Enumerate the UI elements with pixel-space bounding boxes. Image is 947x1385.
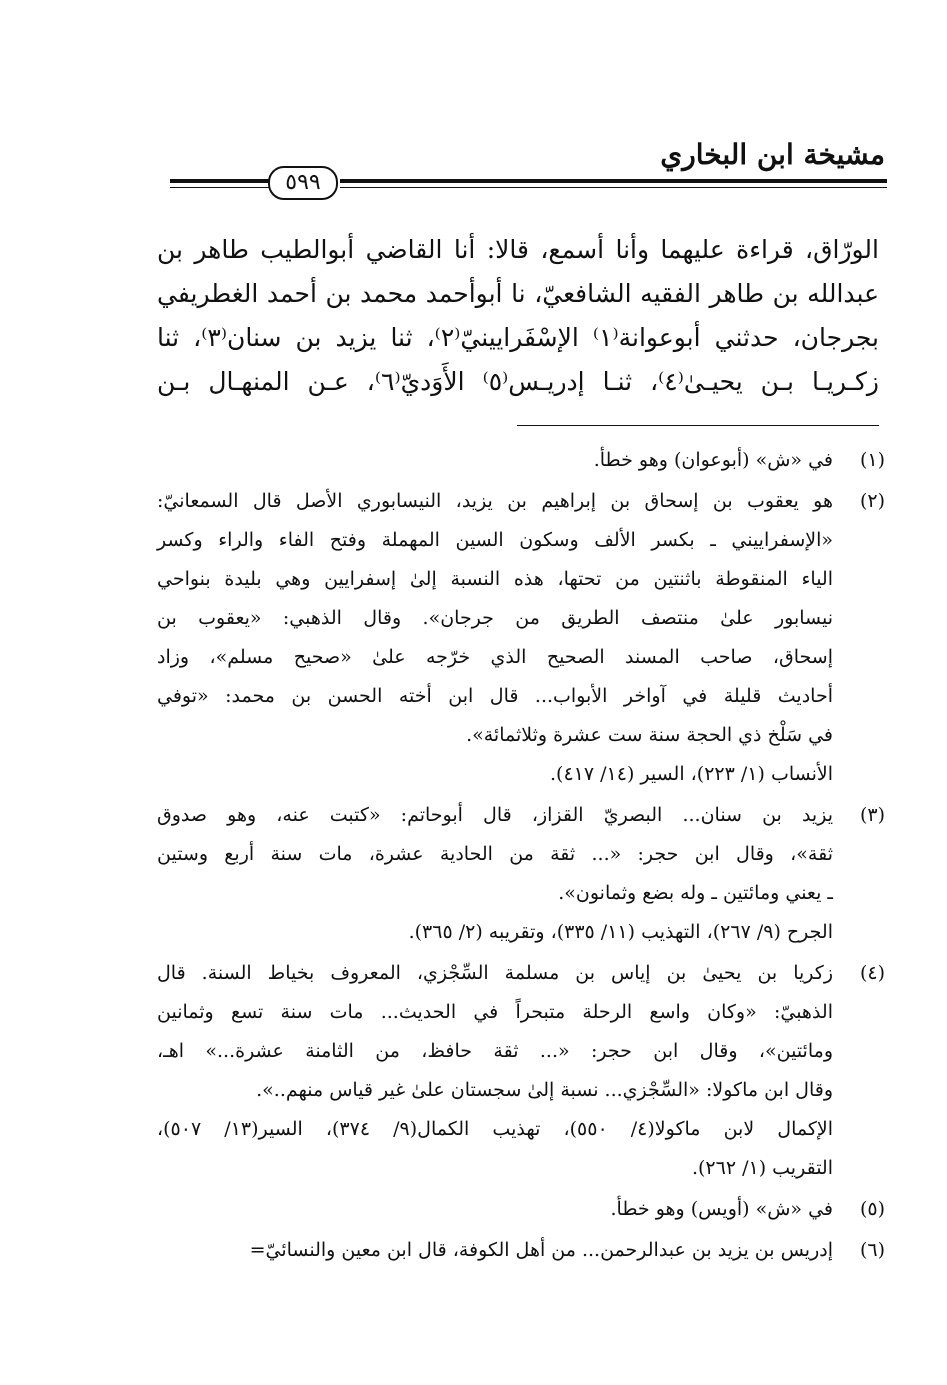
footnote-line: نيسابور علىٰ منتصف الطريق من جرجان». وقال الذهبي: «يعقوب بن — [157, 607, 833, 629]
header-rule-thin — [340, 187, 887, 188]
footnote-number: (١) — [859, 449, 885, 471]
footnote-line: الذهبيّ: «وكان واسع الرحلة متبحراً في الحديث... مات سنة تسع وثمانين — [157, 1001, 833, 1023]
header-rule-left-thin — [170, 187, 270, 188]
footnote-number: (٦) — [859, 1239, 885, 1261]
main-text — [157, 228, 879, 404]
footnote-number: (٣) — [859, 804, 885, 826]
footnote-2 — [157, 482, 885, 794]
footnote-number: (٥) — [859, 1198, 885, 1220]
header-rule-left — [170, 179, 270, 183]
main-text-line: الورّاق، قراءة عليهما وأنا أسمع، قالا: أنا القاضي أبوالطيب طاهر بن — [157, 235, 879, 264]
page-number: ٥٩٩ — [268, 166, 338, 200]
footnote-separator — [517, 425, 879, 426]
footnote-1 — [157, 441, 885, 480]
footnote-number: (٤) — [859, 962, 885, 984]
footnote-line: «الإسفراييني ـ بكسر الألف وسكون السين المهملة وفتح الفاء والراء وكسر — [157, 529, 833, 551]
footnote-line: الإكمال لابن ماكولا(٤/ ٥٥٠)، تهذيب الكمال(٩/ ٣٧٤)، السير(١٣/ ٥٠٧)، — [157, 1118, 833, 1140]
footnote-number: (٢) — [859, 490, 885, 512]
footnote-line: في سَلْخ ذي الحجة سنة ست عشرة وثلاثمائة». — [466, 724, 833, 746]
footnote-line: أحاديث قليلة في آواخر الأبواب... قال ابن أخته الحسن بن محمد: «توفي — [157, 685, 833, 707]
footnote-line: ثقة»، وقال ابن حجر: «... ثقة من الحادية عشرة، مات سنة أربع وستين — [157, 843, 833, 865]
footnote-line: الياء المنقوطة باثنتين من تحتها، هذه النسبة إلىٰ إسفرايين وهي بليدة بنواحي — [157, 568, 833, 590]
header-rule — [340, 179, 887, 183]
footnote-line: هو يعقوب بن إسحاق بن إبراهيم بن يزيد، النيسابوري الأصل قال السمعانيّ: — [157, 490, 833, 512]
footnote-line: وقال ابن ماكولا: «السِّجْزي... نسبة إلىٰ سجستان علىٰ غير قياس منهم..». — [256, 1079, 833, 1101]
footnote-line: ـ يعني ومائتين ـ وله بضع وثمانون». — [558, 882, 833, 904]
main-text-line: بجرجان، حدثني أبوعوانة⁽١⁾ الإسْفَرايينيّ⁽٢⁾، ثنا يزيد بن سنان⁽٣⁾، ثنا — [157, 323, 879, 352]
footnote-line: في «ش» (أبوعوان) وهو خطأ. — [593, 449, 833, 471]
running-title: مشيخة ابن البخاري — [660, 138, 885, 171]
footnote-line: ومائتين»، وقال ابن حجر: «... ثقة حافظ، من الثامنة عشرة...» اهـ، — [157, 1040, 833, 1062]
footnote-5 — [157, 1190, 885, 1229]
footnote-line: إسحاق، صاحب المسند الصحيح الذي خرّجه علىٰ «صحيح مسلم»، وزاد — [157, 646, 833, 668]
footnote-line: يزيد بن سنان... البصريّ القزاز، قال أبوحاتم: «كتبت عنه، وهو صدوق — [157, 804, 833, 826]
footnote-line: التقريب (١/ ٢٦٢). — [691, 1157, 833, 1179]
footnote-6 — [157, 1231, 885, 1270]
footnote-4 — [157, 954, 885, 1188]
footnote-3 — [157, 796, 885, 952]
main-text-line: عبدالله بن طاهر الفقيه الشافعيّ، نا أبوأحمد محمد بن أحمد الغطريفي — [157, 279, 879, 308]
footnote-line: إدريس بن يزيد بن عبدالرحمن... من أهل الكوفة، قال ابن معين والنسائيّ= — [249, 1239, 833, 1261]
footnote-line: الجرح (٩/ ٢٦٧)، التهذيب (١١/ ٣٣٥)، وتقريبه (٢/ ٣٦٥). — [408, 921, 833, 943]
footnote-line: الأنساب (١/ ٢٢٣)، السير (١٤/ ٤١٧). — [549, 763, 833, 785]
footnotes — [157, 441, 885, 1272]
footnote-line: في «ش» (أويس) وهو خطأ. — [610, 1198, 833, 1220]
footnote-line: زكريا بن يحيىٰ بن إياس بن مسلمة السِّجْزي، المعروف بخياط السنة. قال — [157, 962, 833, 984]
main-text-line: زكـريـا بـن يحيـىٰ⁽٤⁾، ثنـا إدريـس⁽٥⁾ الأَوَديّ⁽٦⁾، عـن المنهـال بـن — [157, 367, 879, 396]
